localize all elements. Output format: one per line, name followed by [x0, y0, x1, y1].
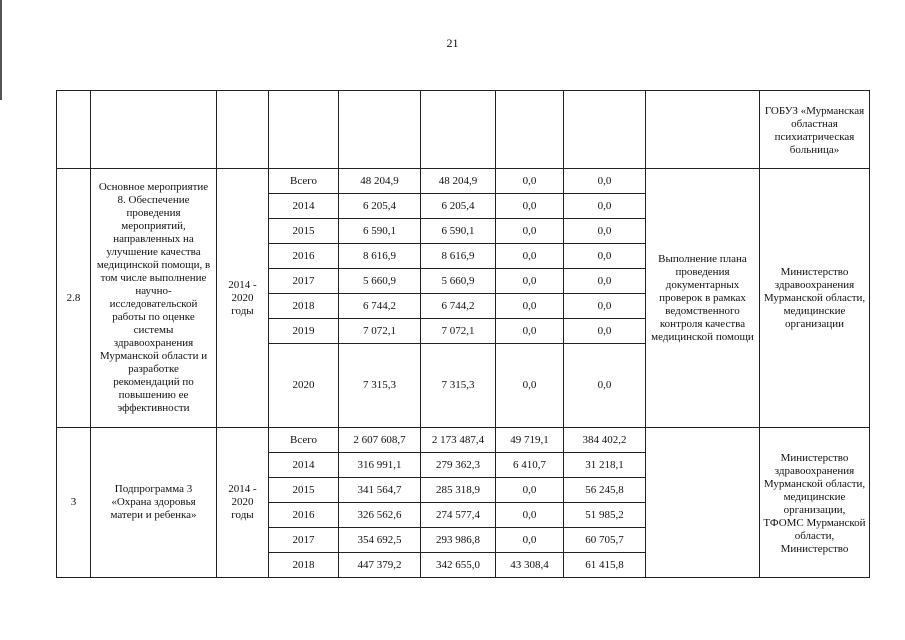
cell-empty — [57, 91, 91, 169]
year-cell: 2015 — [269, 219, 339, 244]
table-row — [57, 428, 870, 453]
amount-cell: 5 660,9 — [421, 269, 496, 294]
amount-cell: 342 655,0 — [421, 553, 496, 578]
total-cell: 5 660,9 — [339, 269, 421, 294]
table-row-header-continuation — [57, 91, 870, 169]
amount-cell: 43 308,4 — [496, 553, 564, 578]
cell-empty — [646, 91, 760, 169]
responsible-cell: ГОБУЗ «Мурманская областная психиатрическая больница» — [760, 91, 870, 169]
amount-cell: 0,0 — [496, 244, 564, 269]
amount-cell: 7 315,3 — [421, 344, 496, 428]
item-period: 2014 - 2020 годы — [217, 428, 269, 578]
amount-cell: 0,0 — [564, 219, 646, 244]
item-number: 2.8 — [57, 169, 91, 428]
total-cell: 316 991,1 — [339, 453, 421, 478]
amount-cell: 0,0 — [496, 219, 564, 244]
amount-cell: 0,0 — [496, 503, 564, 528]
amount-cell: 274 577,4 — [421, 503, 496, 528]
amount-cell: 6 744,2 — [421, 294, 496, 319]
amount-cell: 8 616,9 — [421, 244, 496, 269]
year-cell: Всего — [269, 428, 339, 453]
program-table — [56, 90, 870, 578]
table-row — [57, 169, 870, 194]
cell-empty — [339, 91, 421, 169]
total-cell: 6 590,1 — [339, 219, 421, 244]
year-cell: 2016 — [269, 503, 339, 528]
year-cell: Всего — [269, 169, 339, 194]
year-cell: 2017 — [269, 528, 339, 553]
cell-empty — [564, 91, 646, 169]
page-number: 21 — [446, 36, 459, 50]
amount-cell: 0,0 — [564, 269, 646, 294]
year-cell: 2018 — [269, 294, 339, 319]
indicator-cell — [646, 428, 760, 578]
cell-empty — [496, 91, 564, 169]
amount-cell: 7 072,1 — [421, 319, 496, 344]
year-cell: 2020 — [269, 344, 339, 428]
total-cell: 6 744,2 — [339, 294, 421, 319]
year-cell: 2017 — [269, 269, 339, 294]
amount-cell: 0,0 — [496, 478, 564, 503]
indicator-cell: Выполнение плана проведения документарных проверок в рамках ведомственного контроля качества медицинской помощи — [646, 169, 760, 428]
total-cell: 48 204,9 — [339, 169, 421, 194]
item-number: 3 — [57, 428, 91, 578]
amount-cell: 384 402,2 — [564, 428, 646, 453]
cell-empty — [217, 91, 269, 169]
year-cell: 2019 — [269, 319, 339, 344]
amount-cell: 0,0 — [496, 319, 564, 344]
amount-cell: 0,0 — [496, 294, 564, 319]
item-name: Подпрограмма 3 «Охрана здоровья матери и ребенка» — [91, 428, 217, 578]
cell-empty — [421, 91, 496, 169]
year-cell: 2015 — [269, 478, 339, 503]
total-cell: 6 205,4 — [339, 194, 421, 219]
amount-cell: 49 719,1 — [496, 428, 564, 453]
cell-empty — [269, 91, 339, 169]
amount-cell: 6 205,4 — [421, 194, 496, 219]
amount-cell: 0,0 — [496, 194, 564, 219]
amount-cell: 31 218,1 — [564, 453, 646, 478]
amount-cell: 56 245,8 — [564, 478, 646, 503]
amount-cell: 6 590,1 — [421, 219, 496, 244]
amount-cell: 6 410,7 — [496, 453, 564, 478]
amount-cell: 60 705,7 — [564, 528, 646, 553]
item-period: 2014 - 2020 годы — [217, 169, 269, 428]
year-cell: 2014 — [269, 194, 339, 219]
amount-cell: 0,0 — [496, 528, 564, 553]
total-cell: 447 379,2 — [339, 553, 421, 578]
amount-cell: 0,0 — [564, 169, 646, 194]
item-name: Основное мероприятие 8. Обеспечение проведения мероприятий, направленных на улучшение качества медицинской помощи, в том числе выполнение научно-исследовательской работы по оценке системы здравоохранения Мурманской области и разработке рекомендаций по повышению ее эффективности — [91, 169, 217, 428]
amount-cell: 0,0 — [564, 319, 646, 344]
total-cell: 2 607 608,7 — [339, 428, 421, 453]
table-body — [57, 91, 870, 578]
amount-cell: 51 985,2 — [564, 503, 646, 528]
amount-cell: 0,0 — [564, 194, 646, 219]
amount-cell: 48 204,9 — [421, 169, 496, 194]
responsible-cell: Министерство здравоохранения Мурманской области, медицинские организации, ТФОМС Мурманской области, Министерство — [760, 428, 870, 578]
total-cell: 326 562,6 — [339, 503, 421, 528]
total-cell: 354 692,5 — [339, 528, 421, 553]
year-cell: 2016 — [269, 244, 339, 269]
total-cell: 7 072,1 — [339, 319, 421, 344]
amount-cell: 293 986,8 — [421, 528, 496, 553]
responsible-cell: Министерство здравоохранения Мурманской области, медицинские организации — [760, 169, 870, 428]
amount-cell: 0,0 — [496, 269, 564, 294]
total-cell: 7 315,3 — [339, 344, 421, 428]
total-cell: 8 616,9 — [339, 244, 421, 269]
amount-cell: 0,0 — [564, 344, 646, 428]
amount-cell: 285 318,9 — [421, 478, 496, 503]
amount-cell: 0,0 — [564, 294, 646, 319]
total-cell: 341 564,7 — [339, 478, 421, 503]
cell-empty — [91, 91, 217, 169]
amount-cell: 279 362,3 — [421, 453, 496, 478]
amount-cell: 61 415,8 — [564, 553, 646, 578]
amount-cell: 2 173 487,4 — [421, 428, 496, 453]
year-cell: 2018 — [269, 553, 339, 578]
year-cell: 2014 — [269, 453, 339, 478]
amount-cell: 0,0 — [564, 244, 646, 269]
amount-cell: 0,0 — [496, 344, 564, 428]
amount-cell: 0,0 — [496, 169, 564, 194]
